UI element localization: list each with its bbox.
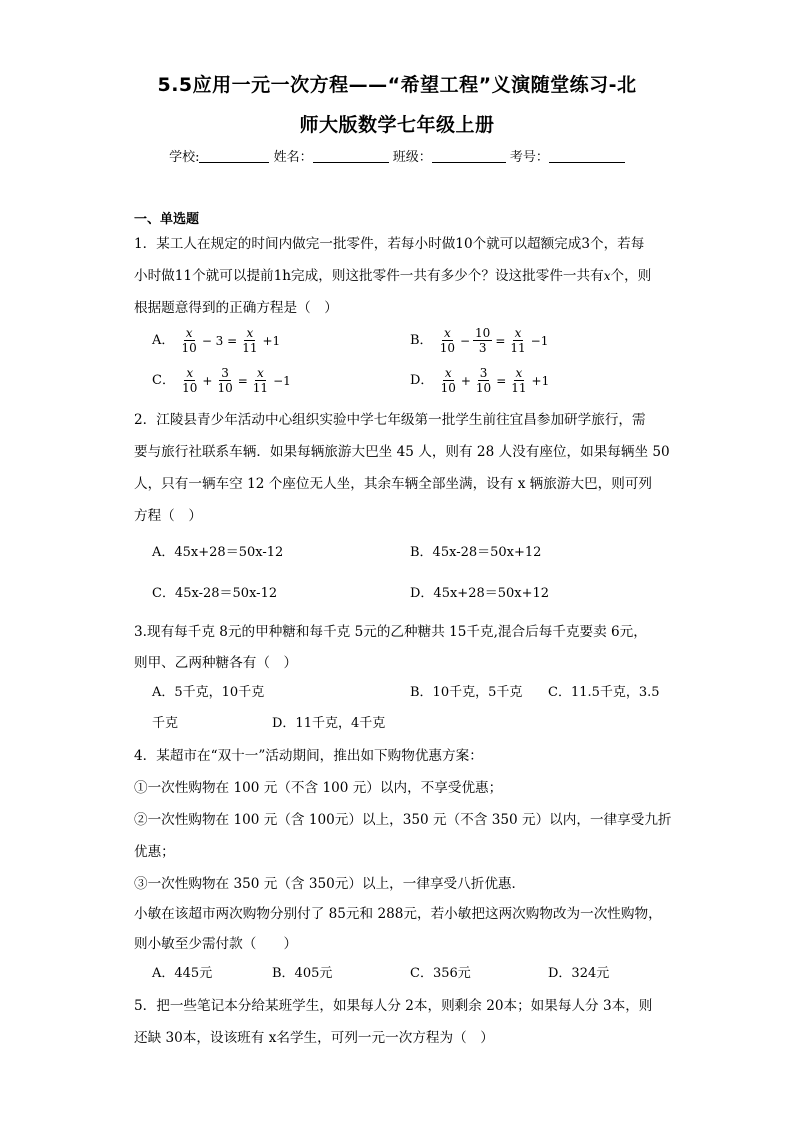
title-line-1: 5.5应用一元一次方程——“希望工程”义演随堂练习-北 (157, 74, 637, 96)
q4-option-d[interactable]: D．324元 (548, 966, 610, 981)
q1-line-2: 小时做11个就可以提前1h完成，则这批零件一共有多少个？设这批零件一共有x个，则 (134, 268, 652, 284)
q2-option-d[interactable]: D．45x+28＝50x+12 (410, 586, 550, 601)
q5-line-1: 5．把一些笔记本分给某班学生，如果每人分 2本，则剩余 20本；如果每人分 3本，则 (134, 998, 653, 1014)
q4-item-2: ②一次性购物在 100 元（含 100元）以上，350 元（不含 350 元）以内，一律享受九折 (134, 812, 672, 828)
q5-line-2: 还缺 30本，设该班有 x名学生，可列一元一次方程为（ ） (134, 1030, 494, 1046)
q3-option-c-continued: 千克 (152, 716, 179, 731)
q4-item-3: ③一次性购物在 350 元（含 350元）以上，一律享受八折优惠． (134, 876, 526, 892)
q3-line-2: 则甲、乙两种糖各有（ ） (134, 655, 298, 671)
q1-option-a[interactable]: A． $\frac{x}{10}$ − 3 = $\frac{x}{11}$ +1 (152, 326, 281, 355)
q2-option-a[interactable]: A．45x+28＝50x-12 (152, 545, 284, 560)
q4-item-1: ①一次性购物在 100 元（不含 100 元）以内，不享受优惠； (134, 780, 503, 796)
title-line-2: 师大版数学七年级上册 (299, 114, 495, 136)
q2-line-1: 2．江陵县青少年活动中心组织实验中学七年级第一批学生前往宜昌参加研学旅行，需 (134, 412, 646, 428)
q1-line-3: 根据题意得到的正确方程是（ ） (134, 300, 338, 316)
q4-item-2-continued: 优惠； (134, 844, 175, 860)
q4-option-c[interactable]: C．356元 (410, 966, 471, 981)
q2-line-4: 方程（ ） (134, 508, 202, 524)
exam-blank[interactable] (549, 150, 625, 163)
q4-option-a[interactable]: A．445元 (152, 966, 213, 981)
name-label: 姓名： (273, 150, 313, 165)
q2-line-2: 要与旅行社联系车辆．如果每辆旅游大巴坐 45 人，则有 28 人没有座位，如果每辆坐 50 (134, 444, 670, 460)
q1-line-1: 1．某工人在规定的时间内做完一批零件，若每小时做10个就可以超额完成3个，若每 (134, 236, 645, 252)
q4-option-b[interactable]: B．405元 (272, 966, 333, 981)
q1-option-b[interactable]: B． $\frac{x}{10}$ − $\frac{10}{3}$ = $\frac{x}{11}$ −1 (410, 326, 549, 355)
q3-option-b[interactable]: B．10千克，5千克 (410, 685, 523, 700)
class-blank[interactable] (432, 150, 506, 163)
q1-option-c[interactable]: C． $\frac{x}{10}$ + $\frac{3}{10}$ = $\frac{x}{11}$ −1 (152, 366, 291, 395)
q2-option-c[interactable]: C．45x-28＝50x-12 (152, 586, 278, 601)
name-blank[interactable] (313, 150, 389, 163)
section-title: 一、单选题 (134, 212, 200, 227)
q4-line-5: 小敏在该超市两次购物分别付了 85元和 288元，若小敏把这两次购物改为一次性购物， (134, 906, 662, 922)
student-info-row (0, 146, 794, 165)
exam-label: 考号： (509, 150, 549, 165)
q3-option-a[interactable]: A．5千克，10千克 (152, 685, 265, 700)
q4-line-6: 则小敏至少需付款（ ） (134, 936, 298, 952)
q2-line-3: 人，只有一辆车空 12 个座位无人坐，其余车辆全部坐满，设有 x 辆旅游大巴，则可列 (134, 476, 653, 492)
q3-option-c[interactable]: C．11.5千克，3.5 (548, 685, 660, 700)
q3-line-1: 3.现有每千克 8元的甲种糖和每千克 5元的乙种糖共 15千克,混合后每千克要卖 6元， (134, 624, 647, 640)
school-blank[interactable] (199, 150, 269, 163)
q4-line-1: 4．某超市在“双十一”活动期间，推出如下购物优惠方案： (134, 748, 483, 764)
school-label: 学校: (169, 150, 200, 165)
q1-option-d[interactable]: D． $\frac{x}{10}$ + $\frac{3}{10}$ = $\frac{x}{11}$ +1 (410, 366, 550, 395)
q2-option-b[interactable]: B．45x-28＝50x+12 (410, 545, 542, 560)
class-label: 班级： (392, 150, 432, 165)
q3-option-d[interactable]: D．11千克，4千克 (272, 716, 386, 731)
